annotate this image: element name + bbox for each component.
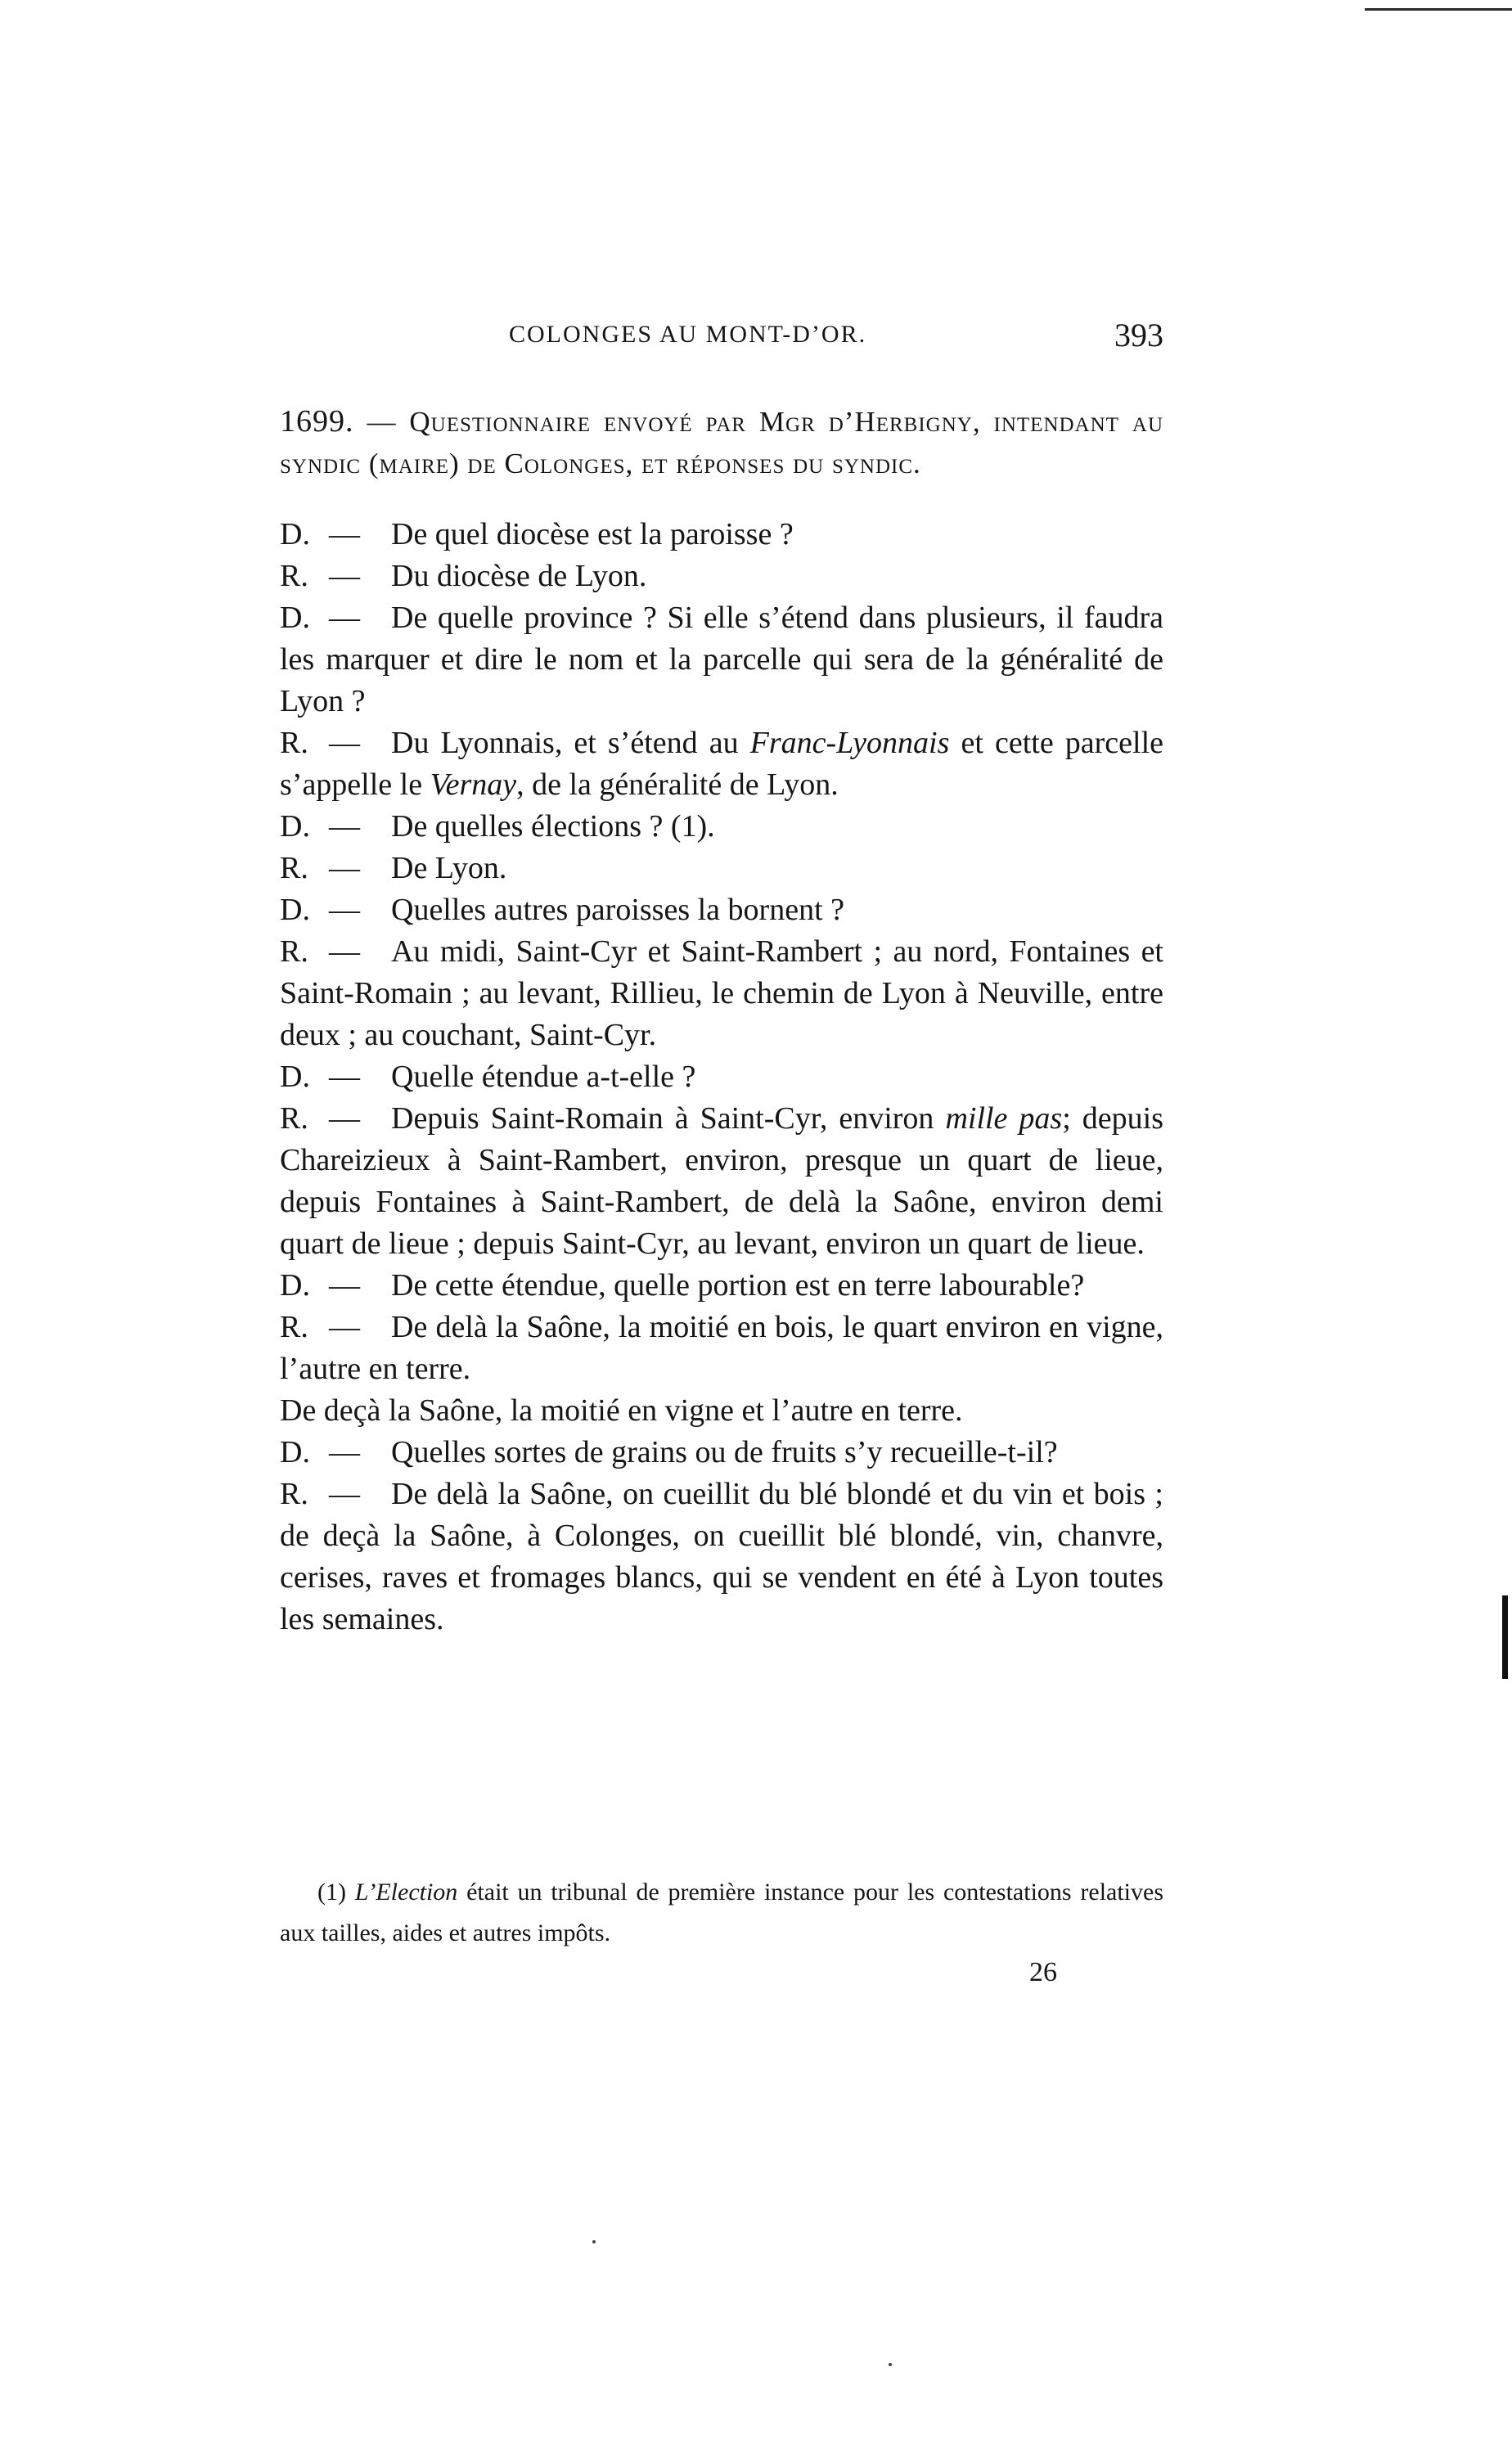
top-rule — [1365, 8, 1512, 11]
scan-speck — [592, 2240, 596, 2243]
entry-text: Quelles sortes de grains ou de fruits s’y recueille-t-il? — [391, 1435, 1058, 1469]
entry-label: D. — [280, 1435, 310, 1469]
entry-dash: — — [329, 601, 360, 635]
entry-text: Quelle étendue a-t-elle ? — [391, 1060, 696, 1094]
entry-text: De cette étendue, quelle portion est en terre labourable? — [391, 1268, 1085, 1303]
entry-dash: — — [329, 1268, 360, 1303]
entry-text: De delà la Saône, on cueillit du blé blondé et du vin et bois ; de deçà la Saône, à Colonges, on cueillit blé blondé, vin, chanvre, cerises, raves et fromages blancs, qui se vendent en été à Lyon toutes les semaines. — [280, 1477, 1163, 1636]
entry-dash: — — [329, 809, 360, 844]
running-head: COLONGES AU MONT-D’OR. — [509, 321, 867, 348]
qa-entry-continuation — [280, 1390, 1163, 1432]
entry-dash: — — [329, 559, 360, 593]
entry-label: D. — [280, 517, 310, 551]
entry-text: De Lyon. — [391, 851, 507, 885]
entry-dash: — — [329, 1101, 360, 1136]
page-number: 393 — [1114, 317, 1163, 353]
entry-label: R. — [280, 934, 308, 969]
document-title — [280, 401, 1163, 484]
qa-entry — [280, 1432, 1163, 1474]
entry-dash: — — [329, 1477, 360, 1511]
entry-label: R. — [280, 1101, 308, 1136]
title-year: 1699. — [280, 404, 354, 439]
entry-text-middle: et cette parcelle s’appelle le — [280, 726, 1164, 802]
entry-text: De delà la Saône, la moitié en bois, le quart environ en vigne, l’autre en terre. — [280, 1310, 1163, 1386]
entry-label: R. — [280, 851, 308, 885]
qa-entry — [280, 1265, 1163, 1307]
entry-text: Quelles autres paroisses la bornent ? — [391, 893, 844, 927]
qa-entry — [280, 931, 1163, 1056]
qa-entry — [280, 556, 1163, 597]
entry-label: R. — [280, 559, 308, 593]
qa-entry — [280, 722, 1163, 806]
entry-dash: — — [329, 517, 360, 551]
qa-entry — [280, 514, 1163, 556]
qa-entry — [280, 1307, 1163, 1390]
entry-text-after: , de la généralité de Lyon. — [516, 767, 839, 802]
qa-entry — [280, 806, 1163, 848]
entry-text: De deçà la Saône, la moitié en vigne et l’autre en terre. — [280, 1393, 963, 1428]
entry-text: De quelles élections ? (1). — [391, 809, 715, 844]
signature-mark: 26 — [1029, 1957, 1057, 1987]
entry-label: D. — [280, 601, 310, 635]
footnote-text: était un tribunal de première instance pour les contestations relatives aux tailles, aides et autres impôts. — [280, 1879, 1163, 1946]
entry-label: D. — [280, 1060, 310, 1094]
entry-text: De quelle province ? Si elle s’étend dans plusieurs, il faudra les marquer et dire le nom et la parcelle qui sera de la généralité de Lyon ? — [280, 601, 1163, 718]
entry-italic-mille-pas: mille pas — [945, 1101, 1063, 1136]
entry-label: R. — [280, 1310, 308, 1344]
qa-entry — [280, 848, 1163, 889]
entry-label: D. — [280, 1268, 310, 1303]
entry-text: Au midi, Saint-Cyr et Saint-Rambert ; au nord, Fontaines et Saint-Romain ; au levant, Rillieu, le chemin de Lyon à Neuville, entre deux ; au couchant, Saint-Cyr. — [280, 934, 1163, 1052]
entry-label: D. — [280, 809, 310, 844]
qa-entry — [280, 597, 1163, 722]
entry-label: R. — [280, 726, 308, 760]
page-header — [280, 316, 1163, 355]
footnote-italic: L’Election — [354, 1879, 458, 1906]
entry-dash: — — [329, 1310, 360, 1344]
entry-label: D. — [280, 893, 310, 927]
margin-scan-mark — [1502, 1595, 1508, 1679]
footnote-marker: (1) — [317, 1879, 346, 1906]
qa-entry — [280, 889, 1163, 931]
entry-text-before: Du Lyonnais, et s’étend au — [391, 726, 750, 760]
qa-entry — [280, 1098, 1163, 1265]
entry-dash: — — [329, 1060, 360, 1094]
entry-dash: — — [329, 893, 360, 927]
entry-dash: — — [329, 726, 360, 760]
footnote — [280, 1872, 1163, 1954]
entry-label: R. — [280, 1477, 308, 1511]
scan-speck — [889, 2363, 892, 2366]
entry-text: Du diocèse de Lyon. — [391, 559, 647, 593]
document-body — [280, 401, 1163, 1640]
title-text: — Questionnaire envoyé par Mgr d’Herbigny, intendant au syndic (maire) de Colonges, et réponses du syndic. — [280, 406, 1163, 479]
entry-dash: — — [329, 1435, 360, 1469]
entry-text-before: Depuis Saint-Romain à Saint-Cyr, environ — [391, 1101, 946, 1136]
entry-dash: — — [329, 851, 360, 885]
entry-italic-vernay: Vernay — [430, 767, 517, 802]
entry-text: De quel diocèse est la paroisse ? — [391, 517, 794, 551]
entry-italic-franc-lyonnais: Franc-Lyonnais — [749, 726, 950, 760]
qa-entry — [280, 1056, 1163, 1098]
qa-entry — [280, 1474, 1163, 1640]
entry-text-after: ; depuis Chareizieux à Saint-Rambert, environ, presque un quart de lieue, depuis Fontaines à Saint-Rambert, de delà la Saône, environ demi quart de lieue ; depuis Saint-Cyr, au levant, environ un quart de lieue. — [280, 1101, 1163, 1261]
entry-dash: — — [329, 934, 360, 969]
